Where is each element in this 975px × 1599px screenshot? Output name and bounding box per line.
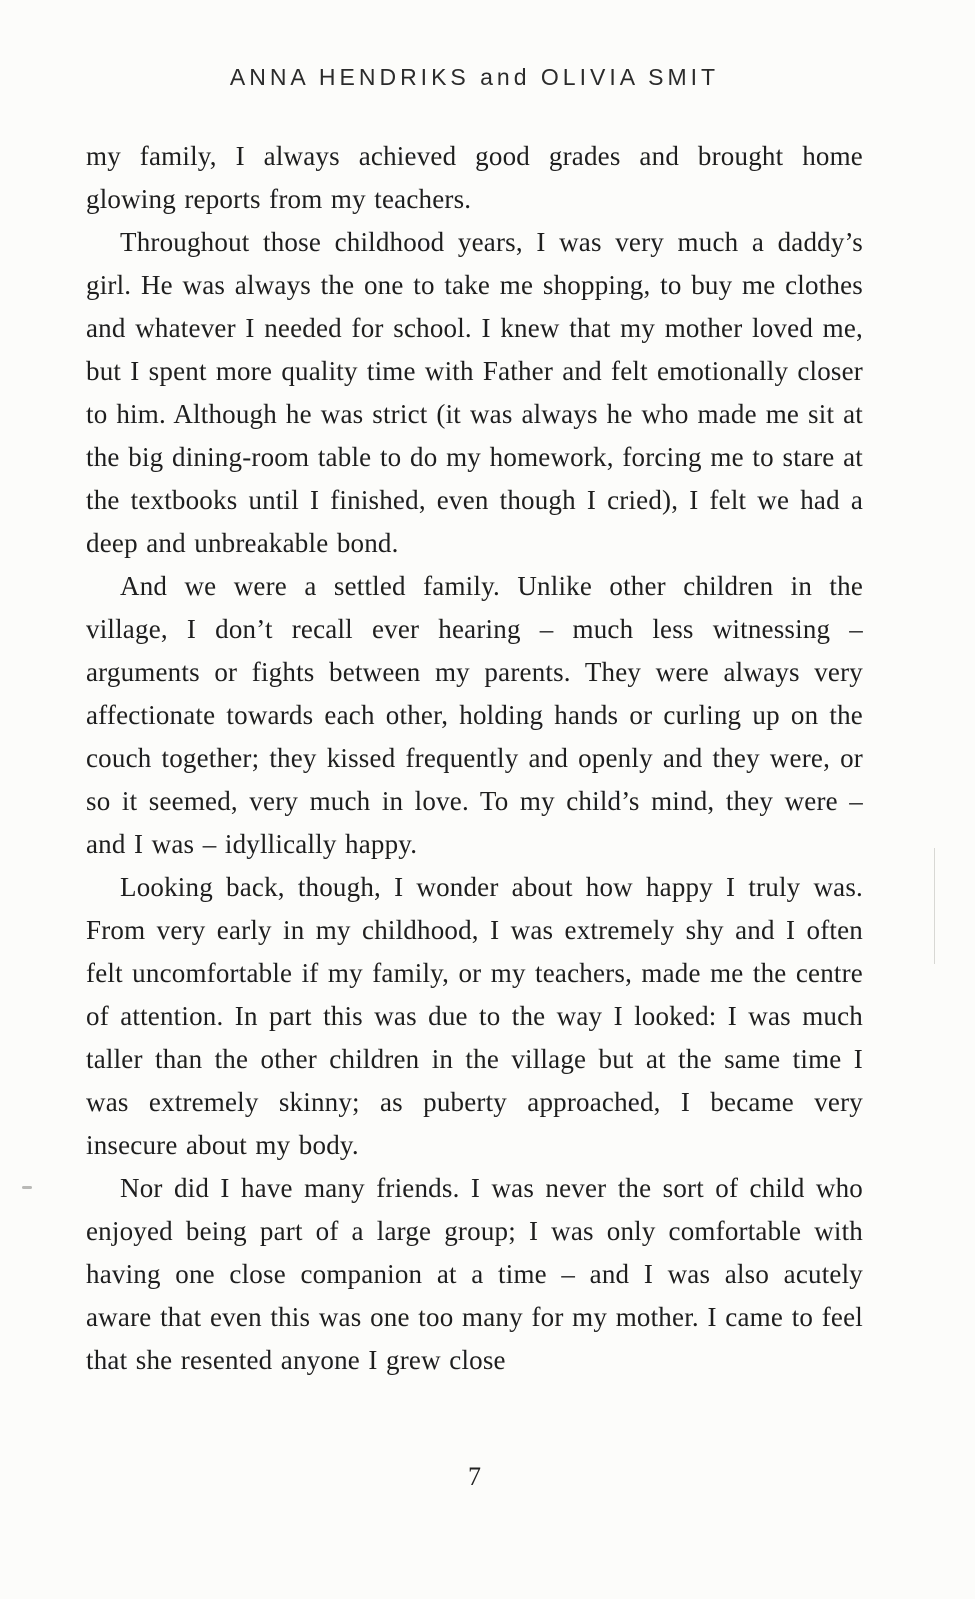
paragraph-continuation: my family, I always achieved good grades and brought home glowing reports from my teachers. [86,141,863,214]
body-text-block [86,135,863,1382]
paragraph: Nor did I have many friends. I was never the sort of child who enjoyed being part of a large group; I was only comfortable with having one close companion at a time – and I was also acutely aware that even this was one too many for my mother. I came to feel that she resented anyone I grew close [86,1173,863,1375]
paragraph: Looking back, though, I wonder about how happy I truly was. From very early in my childhood, I was extremely shy and I often felt uncomfortable if my family, or my teachers, made me the centre of attention. In part this was due to the way I looked: I was much taller than the other children in the village but at the same time I was extremely skinny; as puberty approached, I became very insecure about my body. [86,872,863,1160]
paragraph: Throughout those childhood years, I was very much a daddy’s girl. He was always the one to take me shopping, to buy me clothes and whatever I needed for school. I knew that my mother loved me, but I spent more quality time with Father and felt emotionally closer to him. Although he was strict (it was always he who made me sit at the big dining-room table to do my homework, forcing me to stare at the textbooks until I finished, even though I cried), I felt we had a deep and unbreakable bond. [86,227,863,558]
running-header: ANNA HENDRIKS and OLIVIA SMIT [229,64,720,90]
paragraph: And we were a settled family. Unlike other children in the village, I don’t recall ever hearing – much less witnessing – arguments or fights between my parents. They were always very affectionate towards each other, holding hands or curling up on the couch together; they kissed frequently and openly and they were, or so it seemed, very much in love. To my child’s mind, they were – and I was – idyllically happy. [86,571,863,859]
scan-artifact-line [934,848,935,964]
scan-artifact-dash [22,1186,32,1189]
page-number: 7 [468,1462,481,1491]
